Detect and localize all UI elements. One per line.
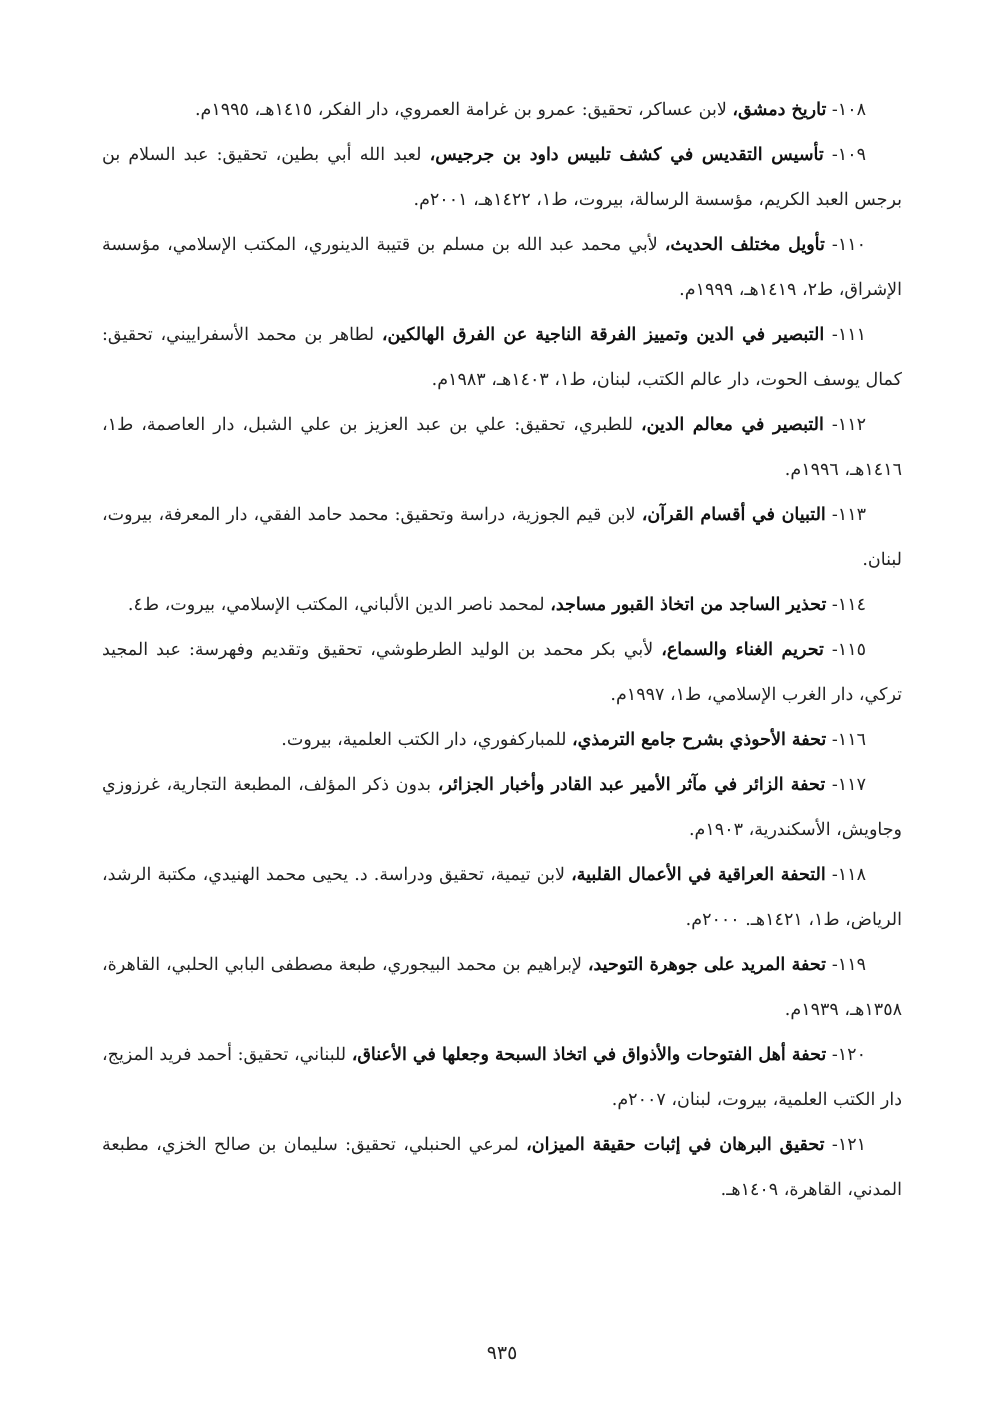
entry-details: لمحمد ناصر الدين الألباني، المكتب الإسلامي، بيروت، ط٤. bbox=[127, 595, 551, 615]
entry-number: ١١٧- bbox=[825, 775, 866, 795]
bibliography-entry-114 bbox=[102, 583, 902, 628]
page-number: ٩٣٥ bbox=[486, 1342, 518, 1364]
entry-details: لإبراهيم بن محمد البيجوري، طبعة مصطفى البابي الحلبي، القاهرة، ١٣٥٨هـ، ١٩٣٩م. bbox=[102, 955, 902, 1020]
entry-number: ١١٠- bbox=[824, 235, 867, 255]
bibliography-entry-108 bbox=[102, 88, 902, 133]
entry-title: تحفة الأحوذي بشرح جامع الترمذي، bbox=[572, 730, 827, 750]
entry-title: تحفة المريد على جوهرة التوحيد، bbox=[587, 955, 827, 975]
entry-number: ١١٤- bbox=[826, 595, 866, 615]
entry-title: تأسيس التقديس في كشف تلبيس داود بن جرجيس، bbox=[429, 145, 824, 165]
entry-title: تحقيق البرهان في إثبات حقيقة الميزان، bbox=[526, 1135, 825, 1155]
entry-title: تحريم الغناء والسماع، bbox=[661, 640, 824, 660]
bibliography-entry-115 bbox=[102, 628, 902, 718]
entry-title: التبصير في معالم الدين، bbox=[640, 415, 824, 435]
bibliography-list bbox=[102, 88, 902, 1213]
bibliography-entry-113 bbox=[102, 493, 902, 583]
entry-number: ١١٨- bbox=[825, 865, 866, 885]
entry-details: لابن قيم الجوزية، دراسة وتحقيق: محمد حامد الفقي، دار المعرفة، بيروت، لبنان. bbox=[102, 505, 902, 570]
bibliography-entry-116 bbox=[102, 718, 902, 763]
bibliography-entry-119 bbox=[102, 943, 902, 1033]
entry-details: للبناني، تحقيق: أحمد فريد المزيج، دار الكتب العلمية، بيروت، لبنان، ٢٠٠٧م. bbox=[102, 1045, 902, 1110]
entry-details: لطاهر بن محمد الأسفراييني، تحقيق: كمال يوسف الحوت، دار عالم الكتب، لبنان، ط١، ١٤٠٣هـ، ١٩٨٣م. bbox=[102, 325, 902, 390]
entry-details: لعبد الله أبي بطين، تحقيق: عبد السلام بن برجس العبد الكريم، مؤسسة الرسالة، بيروت، ط١، ١٤٢٢هـ، ٢٠٠١م. bbox=[102, 145, 902, 210]
entry-number: ١١١- bbox=[824, 325, 867, 345]
entry-number: ١١٢- bbox=[823, 415, 866, 435]
entry-details: لأبي بكر محمد بن الوليد الطرطوشي، تحقيق وتقديم وفهرسة: عبد المجيد تركي، دار الغرب الإسلامي، ط١، ١٩٩٧م. bbox=[102, 640, 902, 705]
entry-title: التحفة العراقية في الأعمال القلبية، bbox=[571, 865, 826, 885]
entry-title: تأويل مختلف الحديث، bbox=[664, 235, 825, 255]
entry-number: ١٠٨- bbox=[826, 100, 866, 120]
entry-title: تحذير الساجد من اتخاذ القبور مساجد، bbox=[550, 595, 827, 615]
entry-number: ١٢١- bbox=[824, 1135, 867, 1155]
bibliography-entry-117 bbox=[102, 763, 902, 853]
bibliography-entry-111 bbox=[102, 313, 902, 403]
entry-number: ١١٦- bbox=[826, 730, 866, 750]
entry-title: تاريخ دمشق، bbox=[732, 100, 827, 120]
entry-title: تحفة أهل الفتوحات والأذواق في اتخاذ السبحة وجعلها في الأعناق، bbox=[351, 1045, 827, 1065]
entry-number: ١٢٠- bbox=[826, 1045, 866, 1065]
entry-title: التبصير في الدين وتمييز الفرقة الناجية عن الفرق الهالكين، bbox=[381, 325, 825, 345]
bibliography-entry-120 bbox=[102, 1033, 902, 1123]
entry-details: لأبي محمد عبد الله بن مسلم بن قتيبة الدينوري، المكتب الإسلامي، مؤسسة الإشراق، ط٢، ١٤١٩هـ، ١٩٩٩م. bbox=[102, 235, 902, 300]
entry-number: ١١٣- bbox=[825, 505, 866, 525]
entry-details: لابن عساكر، تحقيق: عمرو بن غرامة العمروي، دار الفكر، ١٤١٥هـ، ١٩٩٥م. bbox=[194, 100, 733, 120]
entry-number: ١١٥- bbox=[823, 640, 866, 660]
bibliography-entry-109 bbox=[102, 133, 902, 223]
entry-number: ١١٩- bbox=[826, 955, 866, 975]
bibliography-entry-112 bbox=[102, 403, 902, 493]
bibliography-entry-118 bbox=[102, 853, 902, 943]
entry-title: تحفة الزائر في مآثر الأمير عبد القادر وأخبار الجزائر، bbox=[437, 775, 826, 795]
entry-details: للمباركفوري، دار الكتب العلمية، بيروت. bbox=[281, 730, 573, 750]
entry-details: لابن تيمية، تحقيق ودراسة. د. يحيى محمد الهنيدي، مكتبة الرشد، الرياض، ط١، ١٤٢١هـ. ٢٠٠٠م. bbox=[102, 865, 902, 930]
bibliography-entry-110 bbox=[102, 223, 902, 313]
entry-details: للطبري، تحقيق: علي بن عبد العزيز بن علي الشبل، دار العاصمة، ط١، ١٤١٦هـ، ١٩٩٦م. bbox=[102, 415, 902, 480]
entry-details: بدون ذكر المؤلف، المطبعة التجارية، غرزوزي وجاويش، الأسكندرية، ١٩٠٣م. bbox=[102, 775, 902, 840]
entry-number: ١٠٩- bbox=[823, 145, 866, 165]
entry-details: لمرعي الحنبلي، تحقيق: سليمان بن صالح الخزي، مطبعة المدني، القاهرة، ١٤٠٩هـ. bbox=[102, 1135, 902, 1200]
bibliography-entry-121 bbox=[102, 1123, 902, 1213]
entry-title: التبيان في أقسام القرآن، bbox=[641, 505, 826, 525]
